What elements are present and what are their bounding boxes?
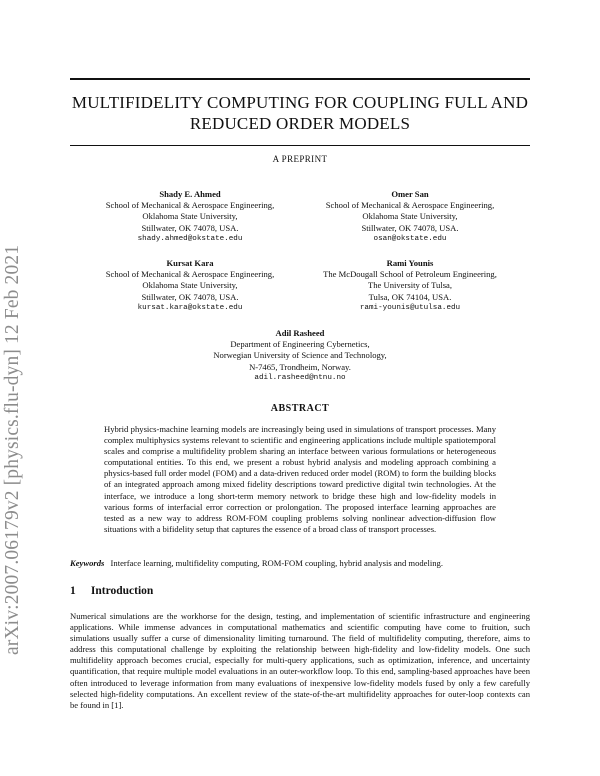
author-email[interactable]: rami-younis@utulsa.edu (359, 303, 461, 312)
author-name: Omer San (391, 189, 429, 199)
author-affiliation: Stillwater, OK 74078, USA. (141, 222, 239, 233)
section-number: 1 (70, 585, 76, 597)
author-affiliation: Oklahoma State University, (142, 211, 238, 222)
section-heading (70, 585, 530, 597)
author-email[interactable]: osan@okstate.edu (373, 234, 447, 243)
author-block-younis (290, 258, 530, 314)
author-affiliation: Norwegian University of Science and Technology, (213, 350, 387, 361)
title-line-1: MULTIFIDELITY COMPUTING FOR COUPLING FULL AND (71, 93, 529, 112)
author-block-san (290, 189, 530, 245)
author-affiliation: School of Mechanical & Aerospace Engineering, (105, 269, 275, 280)
author-block-rasheed (180, 328, 420, 384)
author-email[interactable]: shady.ahmed@okstate.edu (137, 234, 243, 243)
abstract-text: Hybrid physics-machine learning models are increasingly being used in simulations of transport processes. Many complex multiphysics systems relevant to scientific and engineering applications include multiple spatiotemporal scales and comprise a multifidelity problem sharing an interface between various formulations or heterogeneous computational entities. To this end, we present a robust hybrid analysis and modeling approach combining a physics-based full order model (FOM) and a data-driven reduced order model (ROM) to form the building blocks of an integrated approach among mixed fidelity descriptions toward predictive digital twin technologies. At the interface, we introduce a long short-term memory network to bridge these high and low-fidelity models in various forms of interfacial error correction or prolongation. The proposed interface learning approaches are tested as a new way to address ROM-FOM coupling problems solving nonlinear advection-diffusion flow situations with a bifidelity setup that captures the essence of a broad class of transport processes. (104, 424, 496, 534)
author-email[interactable]: kursat.kara@okstate.edu (137, 303, 243, 312)
keywords-text: Interface learning, multifidelity computing, ROM-FOM coupling, hybrid analysis and modeling. (110, 558, 444, 568)
arxiv-identifier-stamp: arXiv:2007.06179v2 [physics.flu-dyn] 12 Feb 2021 (2, 244, 23, 655)
title-line-2: REDUCED ORDER MODELS (189, 114, 411, 133)
author-affiliation: The McDougall School of Petroleum Engineering, (323, 269, 497, 280)
author-affiliation: School of Mechanical & Aerospace Engineering, (325, 200, 495, 211)
section-title: Introduction (90, 585, 154, 597)
author-affiliation: Stillwater, OK 74078, USA. (361, 222, 459, 233)
author-affiliation: The University of Tulsa, (367, 280, 453, 291)
keywords-line (70, 558, 530, 569)
introduction-text: Numerical simulations are the workhorse for the design, testing, and implementation of scientific infrastructure and engineering applications. While immense advances in computational mathematics and scientific computing have come to fruition, such simulations usually suffer a curse of dimensionality limiting turnaround. The field of multifidelity computing, therefore, aims to address this computational challenge by exploiting the relationship between high-fidelity and low-fidelity models. One such multifidelity approach becomes crucial, especially for multi-query applications, such as optimization, inference, and uncertainty quantification, that require multiple model evaluations in an outer-workflow loop. To this end, sampling-based approaches have been often introduced to leverage information from many evaluations of inexpensive low-fidelity models fused by only a few carefully selected high-fidelity computations. An excellent review of the state-of-the-art multifidelity approaches for outer-loop contexts can be found in [1]. (70, 611, 530, 710)
author-name: Rami Younis (386, 258, 434, 268)
title-bottom-rule (70, 145, 530, 146)
author-email[interactable]: adil.rasheed@ntnu.no (254, 373, 346, 382)
author-affiliation: Department of Engineering Cybernetics, (230, 339, 370, 350)
paper-title (70, 92, 530, 134)
author-affiliation: Tulsa, OK 74104, USA. (368, 291, 452, 302)
author-name: Shady E. Ahmed (159, 189, 221, 199)
keywords-label: Keywords (70, 558, 105, 568)
abstract-heading: ABSTRACT (270, 403, 330, 414)
author-name: Kursat Kara (166, 258, 214, 268)
author-affiliation: Stillwater, OK 74078, USA. (141, 291, 239, 302)
author-affiliation: N-7465, Trondheim, Norway. (249, 361, 351, 372)
author-block-ahmed (70, 189, 310, 245)
author-affiliation: School of Mechanical & Aerospace Engineering, (105, 200, 275, 211)
author-name: Adil Rasheed (275, 328, 325, 338)
title-top-rule (70, 78, 530, 80)
author-block-kara (70, 258, 310, 314)
preprint-label: A PREPRINT (272, 154, 328, 164)
author-affiliation: Oklahoma State University, (142, 280, 238, 291)
author-affiliation: Oklahoma State University, (362, 211, 458, 222)
